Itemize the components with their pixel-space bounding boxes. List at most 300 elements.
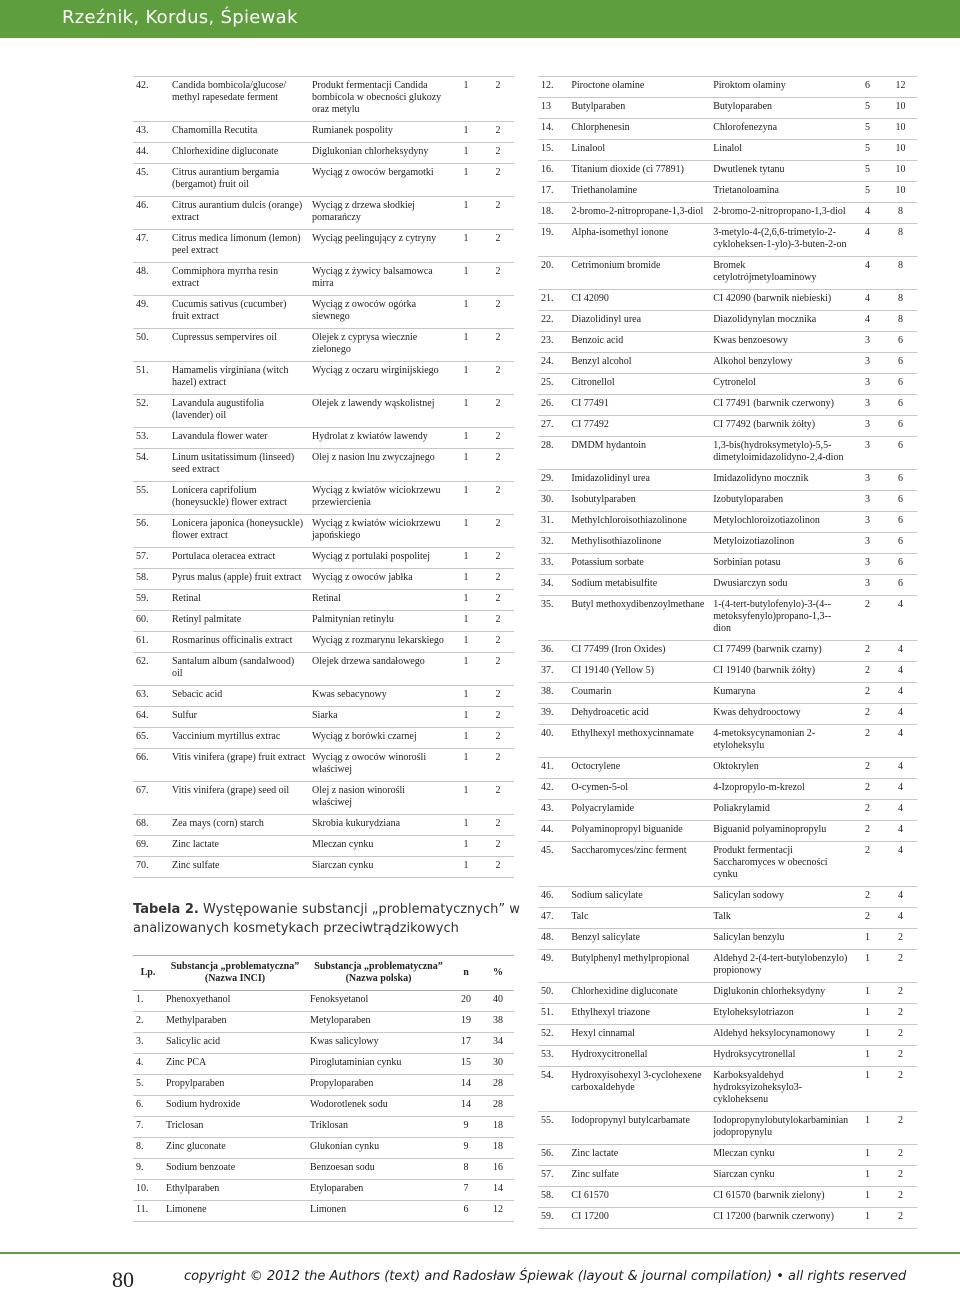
cell-lp: 52. bbox=[538, 1025, 568, 1046]
cell-percent: 8 bbox=[884, 224, 917, 257]
col-header-lp: Lp. bbox=[133, 956, 163, 991]
cell-percent: 8 bbox=[884, 290, 917, 311]
cell-n: 14 bbox=[450, 1075, 482, 1096]
cell-inci-name: CI 42090 bbox=[568, 290, 710, 311]
cell-n: 9 bbox=[450, 1138, 482, 1159]
cell-polish-name: Wyciąg z kwiatów wiciokrzewu przewiercienia bbox=[309, 482, 450, 515]
cell-lp: 45. bbox=[538, 842, 568, 887]
cell-inci-name: Linum usitatissimum (linseed) seed extract bbox=[169, 449, 309, 482]
cell-lp: 13 bbox=[538, 98, 568, 119]
table-row bbox=[538, 683, 917, 704]
cell-percent: 2 bbox=[884, 950, 917, 983]
cell-inci-name: Sodium benzoate bbox=[163, 1159, 307, 1180]
cell-inci-name: Retinal bbox=[169, 590, 309, 611]
cell-percent: 2 bbox=[482, 515, 514, 548]
cell-percent: 2 bbox=[884, 1208, 917, 1229]
cell-percent: 2 bbox=[482, 197, 514, 230]
cell-polish-name: Wyciąg z drzewa słodkiej pomarańczy bbox=[309, 197, 450, 230]
cell-inci-name: Vaccinium myrtillus extrac bbox=[169, 728, 309, 749]
cell-lp: 66. bbox=[133, 749, 169, 782]
cell-polish-name: Mleczan cynku bbox=[710, 1145, 851, 1166]
table-row bbox=[538, 929, 917, 950]
cell-percent: 30 bbox=[482, 1054, 514, 1075]
cell-percent: 2 bbox=[482, 143, 514, 164]
cell-percent: 2 bbox=[482, 653, 514, 686]
cell-lp: 1. bbox=[133, 991, 163, 1012]
cell-n: 3 bbox=[851, 533, 884, 554]
cell-polish-name: Hydrolat z kwiatów lawendy bbox=[309, 428, 450, 449]
cell-polish-name: 1-(4-tert-butylofenylo)-3-(4--metoksyfenylo)propano-1,3--dion bbox=[710, 596, 851, 641]
cell-lp: 44. bbox=[133, 143, 169, 164]
cell-polish-name: 2-bromo-2-nitropropano-1,3-diol bbox=[710, 203, 851, 224]
cell-polish-name: Siarka bbox=[309, 707, 450, 728]
cell-percent: 6 bbox=[884, 374, 917, 395]
cell-n: 1 bbox=[450, 653, 482, 686]
caption-label: Tabela 2. bbox=[133, 902, 199, 917]
cell-lp: 68. bbox=[133, 815, 169, 836]
cell-inci-name: Butyl methoxydibenzoylmethane bbox=[568, 596, 710, 641]
cell-inci-name: Ethylhexyl methoxycinnamate bbox=[568, 725, 710, 758]
cell-n: 5 bbox=[851, 140, 884, 161]
cell-inci-name: Zinc sulfate bbox=[169, 857, 309, 878]
cell-percent: 8 bbox=[884, 203, 917, 224]
cell-inci-name: Ethylhexyl triazone bbox=[568, 1004, 710, 1025]
cell-n: 2 bbox=[851, 908, 884, 929]
cell-polish-name: Hydroksycytronellal bbox=[710, 1046, 851, 1067]
cell-polish-name: Kwas salicylowy bbox=[307, 1033, 450, 1054]
cell-n: 1 bbox=[450, 296, 482, 329]
cell-lp: 65. bbox=[133, 728, 169, 749]
cell-lp: 5. bbox=[133, 1075, 163, 1096]
cell-n: 1 bbox=[450, 197, 482, 230]
cell-lp: 15. bbox=[538, 140, 568, 161]
cell-lp: 55. bbox=[538, 1112, 568, 1145]
cell-polish-name: Piroktom olaminy bbox=[710, 77, 851, 98]
cell-percent: 2 bbox=[884, 1025, 917, 1046]
cell-lp: 49. bbox=[133, 296, 169, 329]
cell-inci-name: Citronellol bbox=[568, 374, 710, 395]
cell-lp: 55. bbox=[133, 482, 169, 515]
cell-percent: 12 bbox=[884, 77, 917, 98]
cell-polish-name: Fenoksyetanol bbox=[307, 991, 450, 1012]
cell-inci-name: Piroctone olamine bbox=[568, 77, 710, 98]
cell-polish-name: Wyciąg z oczaru wirginijskiego bbox=[309, 362, 450, 395]
cell-inci-name: Lonicera japonica (honeysuckle) flower extract bbox=[169, 515, 309, 548]
cell-polish-name: Dwutlenek tytanu bbox=[710, 161, 851, 182]
cell-n: 1 bbox=[450, 815, 482, 836]
cell-polish-name: CI 61570 (barwnik zielony) bbox=[710, 1187, 851, 1208]
cell-inci-name: Hexyl cinnamal bbox=[568, 1025, 710, 1046]
header-divider bbox=[560, 36, 960, 37]
cell-inci-name: Alpha-isomethyl ionone bbox=[568, 224, 710, 257]
cell-percent: 4 bbox=[884, 908, 917, 929]
cell-lp: 43. bbox=[538, 800, 568, 821]
cell-lp: 9. bbox=[133, 1159, 163, 1180]
cell-percent: 16 bbox=[482, 1159, 514, 1180]
cell-percent: 2 bbox=[482, 362, 514, 395]
table-row bbox=[538, 98, 917, 119]
cell-n: 1 bbox=[450, 836, 482, 857]
cell-n: 5 bbox=[851, 182, 884, 203]
table-row bbox=[133, 1117, 514, 1138]
cell-percent: 4 bbox=[884, 779, 917, 800]
cell-n: 1 bbox=[851, 1145, 884, 1166]
table-row bbox=[133, 653, 514, 686]
cell-n: 1 bbox=[450, 263, 482, 296]
cell-inci-name: Sodium metabisulfite bbox=[568, 575, 710, 596]
table-row bbox=[133, 707, 514, 728]
cell-inci-name: Titanium dioxide (ci 77891) bbox=[568, 161, 710, 182]
cell-lp: 40. bbox=[538, 725, 568, 758]
table-row bbox=[538, 182, 917, 203]
cell-percent: 2 bbox=[482, 548, 514, 569]
table-row bbox=[133, 428, 514, 449]
cell-polish-name: Produkt fermentacji Saccharomyces w obecności cynku bbox=[710, 842, 851, 887]
cell-polish-name: Palmitynian retinylu bbox=[309, 611, 450, 632]
cell-percent: 34 bbox=[482, 1033, 514, 1054]
cell-polish-name: Izobutyloparaben bbox=[710, 491, 851, 512]
cell-polish-name: CI 42090 (barwnik niebieski) bbox=[710, 290, 851, 311]
cell-percent: 4 bbox=[884, 596, 917, 641]
cell-lp: 29. bbox=[538, 470, 568, 491]
cell-polish-name: Metyloparaben bbox=[307, 1012, 450, 1033]
table-row bbox=[538, 77, 917, 98]
cell-n: 1 bbox=[851, 1025, 884, 1046]
table-row bbox=[133, 590, 514, 611]
cell-inci-name: Vitis vinifera (grape) seed oil bbox=[169, 782, 309, 815]
cell-n: 1 bbox=[450, 548, 482, 569]
table-row bbox=[538, 203, 917, 224]
cell-inci-name: Chlorhexidine digluconate bbox=[568, 983, 710, 1004]
table-row bbox=[538, 1025, 917, 1046]
cell-n: 1 bbox=[450, 428, 482, 449]
cell-inci-name: Candida bombicola/glucose/ methyl rapesedate ferment bbox=[169, 77, 309, 122]
cell-lp: 28. bbox=[538, 437, 568, 470]
cell-polish-name: Retinal bbox=[309, 590, 450, 611]
cell-polish-name: Salicylan sodowy bbox=[710, 887, 851, 908]
cell-n: 4 bbox=[851, 257, 884, 290]
table-row bbox=[538, 641, 917, 662]
table-row bbox=[133, 569, 514, 590]
cell-n: 2 bbox=[851, 596, 884, 641]
table-row bbox=[538, 887, 917, 908]
cell-polish-name: Chlorofenezyna bbox=[710, 119, 851, 140]
cell-n: 2 bbox=[851, 683, 884, 704]
cell-n: 2 bbox=[851, 779, 884, 800]
col-header-n: n bbox=[450, 956, 482, 991]
cell-inci-name: Sebacic acid bbox=[169, 686, 309, 707]
cell-polish-name: Oktokrylen bbox=[710, 758, 851, 779]
cell-inci-name: Zinc lactate bbox=[568, 1145, 710, 1166]
cell-percent: 2 bbox=[482, 395, 514, 428]
table-row bbox=[538, 983, 917, 1004]
cell-polish-name: Wyciąg z owoców ogórka siewnego bbox=[309, 296, 450, 329]
table-row bbox=[133, 632, 514, 653]
cell-percent: 2 bbox=[482, 77, 514, 122]
cell-percent: 40 bbox=[482, 991, 514, 1012]
cell-percent: 2 bbox=[482, 296, 514, 329]
cell-polish-name: Biguanid polyaminopropylu bbox=[710, 821, 851, 842]
cell-lp: 50. bbox=[133, 329, 169, 362]
table-row bbox=[133, 1201, 514, 1222]
cell-percent: 2 bbox=[482, 122, 514, 143]
cell-polish-name: Produkt fermentacji Candida bombicola w obecności glukozy oraz metylu bbox=[309, 77, 450, 122]
cell-polish-name: Alkohol benzylowy bbox=[710, 353, 851, 374]
cell-n: 4 bbox=[851, 290, 884, 311]
cell-lp: 59. bbox=[133, 590, 169, 611]
cell-inci-name: Sodium salicylate bbox=[568, 887, 710, 908]
cell-polish-name: Kumaryna bbox=[710, 683, 851, 704]
cell-lp: 64. bbox=[133, 707, 169, 728]
table-row bbox=[538, 491, 917, 512]
cell-lp: 57. bbox=[133, 548, 169, 569]
cell-lp: 62. bbox=[133, 653, 169, 686]
cell-polish-name: Aldehyd heksylocynamonowy bbox=[710, 1025, 851, 1046]
cell-lp: 18. bbox=[538, 203, 568, 224]
cell-inci-name: Zinc lactate bbox=[169, 836, 309, 857]
cell-inci-name: CI 19140 (Yellow 5) bbox=[568, 662, 710, 683]
cell-lp: 42. bbox=[538, 779, 568, 800]
cell-inci-name: Sulfur bbox=[169, 707, 309, 728]
cell-inci-name: CI 77492 bbox=[568, 416, 710, 437]
cell-polish-name: Olejek z cyprysa wiecznie zielonego bbox=[309, 329, 450, 362]
table-row bbox=[538, 416, 917, 437]
cell-inci-name: Dehydroacetic acid bbox=[568, 704, 710, 725]
cell-percent: 2 bbox=[884, 929, 917, 950]
cell-polish-name: Wyciąg z owoców bergamotki bbox=[309, 164, 450, 197]
cell-inci-name: CI 17200 bbox=[568, 1208, 710, 1229]
cell-polish-name: Karboksyaldehyd hydroksyizoheksylo3-cykloheksenu bbox=[710, 1067, 851, 1112]
cell-polish-name: Wyciąg z kwiatów wiciokrzewu japońskiego bbox=[309, 515, 450, 548]
cell-inci-name: Retinyl palmitate bbox=[169, 611, 309, 632]
cell-lp: 48. bbox=[538, 929, 568, 950]
cell-percent: 10 bbox=[884, 182, 917, 203]
table-row bbox=[538, 842, 917, 887]
cell-inci-name: Hamamelis virginiana (witch hazel) extract bbox=[169, 362, 309, 395]
cell-n: 2 bbox=[851, 842, 884, 887]
cell-n: 1 bbox=[450, 77, 482, 122]
cell-n: 1 bbox=[450, 749, 482, 782]
cell-polish-name: Limonen bbox=[307, 1201, 450, 1222]
cell-n: 5 bbox=[851, 98, 884, 119]
cell-lp: 48. bbox=[133, 263, 169, 296]
cell-lp: 39. bbox=[538, 704, 568, 725]
cell-percent: 2 bbox=[482, 857, 514, 878]
cell-polish-name: Diazolidynylan mocznika bbox=[710, 311, 851, 332]
cell-percent: 8 bbox=[884, 311, 917, 332]
cell-polish-name: 4-Izopropylo-m-krezol bbox=[710, 779, 851, 800]
table-row bbox=[133, 482, 514, 515]
cell-lp: 47. bbox=[133, 230, 169, 263]
cell-lp: 63. bbox=[133, 686, 169, 707]
cell-polish-name: CI 77492 (barwnik żółty) bbox=[710, 416, 851, 437]
cell-inci-name: Portulaca oleracea extract bbox=[169, 548, 309, 569]
cell-lp: 23. bbox=[538, 332, 568, 353]
table-row bbox=[538, 908, 917, 929]
table-row bbox=[538, 119, 917, 140]
cell-n: 2 bbox=[851, 704, 884, 725]
cell-inci-name: Linalool bbox=[568, 140, 710, 161]
cell-lp: 8. bbox=[133, 1138, 163, 1159]
cell-percent: 38 bbox=[482, 1012, 514, 1033]
cell-percent: 28 bbox=[482, 1096, 514, 1117]
cell-n: 1 bbox=[851, 1112, 884, 1145]
cell-inci-name: Potassium sorbate bbox=[568, 554, 710, 575]
cell-lp: 12. bbox=[538, 77, 568, 98]
table-row bbox=[538, 512, 917, 533]
cell-lp: 46. bbox=[133, 197, 169, 230]
cell-n: 1 bbox=[851, 1208, 884, 1229]
cell-polish-name: Wyciąg z rozmarynu lekarskiego bbox=[309, 632, 450, 653]
cell-polish-name: Propyloparaben bbox=[307, 1075, 450, 1096]
cell-n: 1 bbox=[851, 1166, 884, 1187]
col-header-polish: Substancja „problematyczna” (Nazwa polska) bbox=[307, 956, 450, 991]
cell-inci-name: Saccharomyces/zinc ferment bbox=[568, 842, 710, 887]
cell-polish-name: 4-metoksycynamonian 2-etyloheksylu bbox=[710, 725, 851, 758]
cell-lp: 51. bbox=[133, 362, 169, 395]
table-row bbox=[538, 395, 917, 416]
cell-polish-name: Diglukonin chlorheksydyny bbox=[710, 983, 851, 1004]
cell-n: 1 bbox=[450, 590, 482, 611]
cell-lp: 32. bbox=[538, 533, 568, 554]
cell-n: 1 bbox=[450, 230, 482, 263]
cell-n: 19 bbox=[450, 1012, 482, 1033]
cell-percent: 4 bbox=[884, 758, 917, 779]
cell-polish-name: CI 17200 (barwnik czerwony) bbox=[710, 1208, 851, 1229]
cell-percent: 2 bbox=[482, 569, 514, 590]
cell-polish-name: Triklosan bbox=[307, 1117, 450, 1138]
cell-lp: 31. bbox=[538, 512, 568, 533]
cell-inci-name: Methylchloroisothiazolinone bbox=[568, 512, 710, 533]
cell-percent: 2 bbox=[482, 686, 514, 707]
cell-percent: 2 bbox=[482, 836, 514, 857]
cell-inci-name: Iodopropynyl butylcarbamate bbox=[568, 1112, 710, 1145]
cell-percent: 10 bbox=[884, 140, 917, 161]
cell-inci-name: Hydroxycitronellal bbox=[568, 1046, 710, 1067]
table-row bbox=[538, 950, 917, 983]
table-row bbox=[538, 1004, 917, 1025]
cell-percent: 2 bbox=[482, 329, 514, 362]
cell-inci-name: DMDM hydantoin bbox=[568, 437, 710, 470]
cell-percent: 2 bbox=[482, 815, 514, 836]
table-row bbox=[133, 1159, 514, 1180]
cell-lp: 30. bbox=[538, 491, 568, 512]
table-row bbox=[538, 224, 917, 257]
table-row bbox=[133, 749, 514, 782]
cell-lp: 25. bbox=[538, 374, 568, 395]
cell-lp: 24. bbox=[538, 353, 568, 374]
cell-polish-name: Skrobia kukurydziana bbox=[309, 815, 450, 836]
cell-percent: 6 bbox=[884, 533, 917, 554]
cell-lp: 6. bbox=[133, 1096, 163, 1117]
cell-n: 1 bbox=[450, 611, 482, 632]
cell-lp: 22. bbox=[538, 311, 568, 332]
table-row bbox=[133, 143, 514, 164]
cell-polish-name: Benzoesan sodu bbox=[307, 1159, 450, 1180]
cell-n: 2 bbox=[851, 641, 884, 662]
cell-inci-name: Zinc gluconate bbox=[163, 1138, 307, 1159]
table-row bbox=[133, 686, 514, 707]
cell-percent: 2 bbox=[884, 983, 917, 1004]
cell-n: 1 bbox=[450, 728, 482, 749]
table-row bbox=[538, 1112, 917, 1145]
cell-percent: 2 bbox=[482, 263, 514, 296]
cell-percent: 6 bbox=[884, 575, 917, 596]
table-row bbox=[133, 611, 514, 632]
cell-n: 6 bbox=[851, 77, 884, 98]
cell-lp: 54. bbox=[538, 1067, 568, 1112]
cell-n: 2 bbox=[851, 887, 884, 908]
cell-n: 15 bbox=[450, 1054, 482, 1075]
table-row bbox=[133, 395, 514, 428]
cell-inci-name: Chlorphenesin bbox=[568, 119, 710, 140]
cell-percent: 28 bbox=[482, 1075, 514, 1096]
cell-percent: 4 bbox=[884, 641, 917, 662]
cell-percent: 6 bbox=[884, 416, 917, 437]
table-row bbox=[538, 533, 917, 554]
cell-percent: 2 bbox=[482, 449, 514, 482]
cell-percent: 2 bbox=[482, 782, 514, 815]
cell-n: 3 bbox=[851, 554, 884, 575]
cell-percent: 4 bbox=[884, 842, 917, 887]
table2-caption bbox=[133, 900, 523, 938]
cell-n: 1 bbox=[450, 449, 482, 482]
table2-continuation bbox=[538, 76, 917, 1229]
cell-inci-name: Limonene bbox=[163, 1201, 307, 1222]
cell-lp: 38. bbox=[538, 683, 568, 704]
cell-inci-name: Citrus medica limonum (lemon) peel extract bbox=[169, 230, 309, 263]
table-row bbox=[538, 470, 917, 491]
cell-lp: 58. bbox=[133, 569, 169, 590]
col-header-inci: Substancja „problematyczna” (Nazwa INCI) bbox=[163, 956, 307, 991]
cell-inci-name: Cetrimonium bromide bbox=[568, 257, 710, 290]
cell-lp: 42. bbox=[133, 77, 169, 122]
cell-lp: 7. bbox=[133, 1117, 163, 1138]
cell-n: 1 bbox=[450, 143, 482, 164]
cell-lp: 37. bbox=[538, 662, 568, 683]
cell-inci-name: Phenoxyethanol bbox=[163, 991, 307, 1012]
caption-text: Występowanie substancji „problematycznych” w analizowanych kosmetykach przeciwtrądzikowych bbox=[133, 902, 520, 936]
cell-lp: 4. bbox=[133, 1054, 163, 1075]
cell-n: 3 bbox=[851, 395, 884, 416]
cell-n: 1 bbox=[450, 482, 482, 515]
table-row bbox=[538, 311, 917, 332]
cell-lp: 34. bbox=[538, 575, 568, 596]
cell-n: 20 bbox=[450, 991, 482, 1012]
table-row bbox=[538, 800, 917, 821]
cell-lp: 57. bbox=[538, 1166, 568, 1187]
table-row bbox=[133, 296, 514, 329]
cell-percent: 6 bbox=[884, 554, 917, 575]
cell-inci-name: Chamomilla Recutita bbox=[169, 122, 309, 143]
table-row bbox=[538, 821, 917, 842]
cell-polish-name: Dwusiarczyn sodu bbox=[710, 575, 851, 596]
table-row bbox=[538, 704, 917, 725]
cell-inci-name: Zea mays (corn) starch bbox=[169, 815, 309, 836]
cell-percent: 2 bbox=[884, 1067, 917, 1112]
cell-polish-name: Olej z nasion winorośli właściwej bbox=[309, 782, 450, 815]
cell-percent: 2 bbox=[482, 749, 514, 782]
table2-header-row bbox=[133, 956, 514, 991]
cell-lp: 54. bbox=[133, 449, 169, 482]
cell-lp: 14. bbox=[538, 119, 568, 140]
cell-polish-name: Piroglutaminian cynku bbox=[307, 1054, 450, 1075]
cell-percent: 6 bbox=[884, 470, 917, 491]
cell-lp: 69. bbox=[133, 836, 169, 857]
cell-lp: 44. bbox=[538, 821, 568, 842]
cell-n: 5 bbox=[851, 161, 884, 182]
table-row bbox=[133, 230, 514, 263]
